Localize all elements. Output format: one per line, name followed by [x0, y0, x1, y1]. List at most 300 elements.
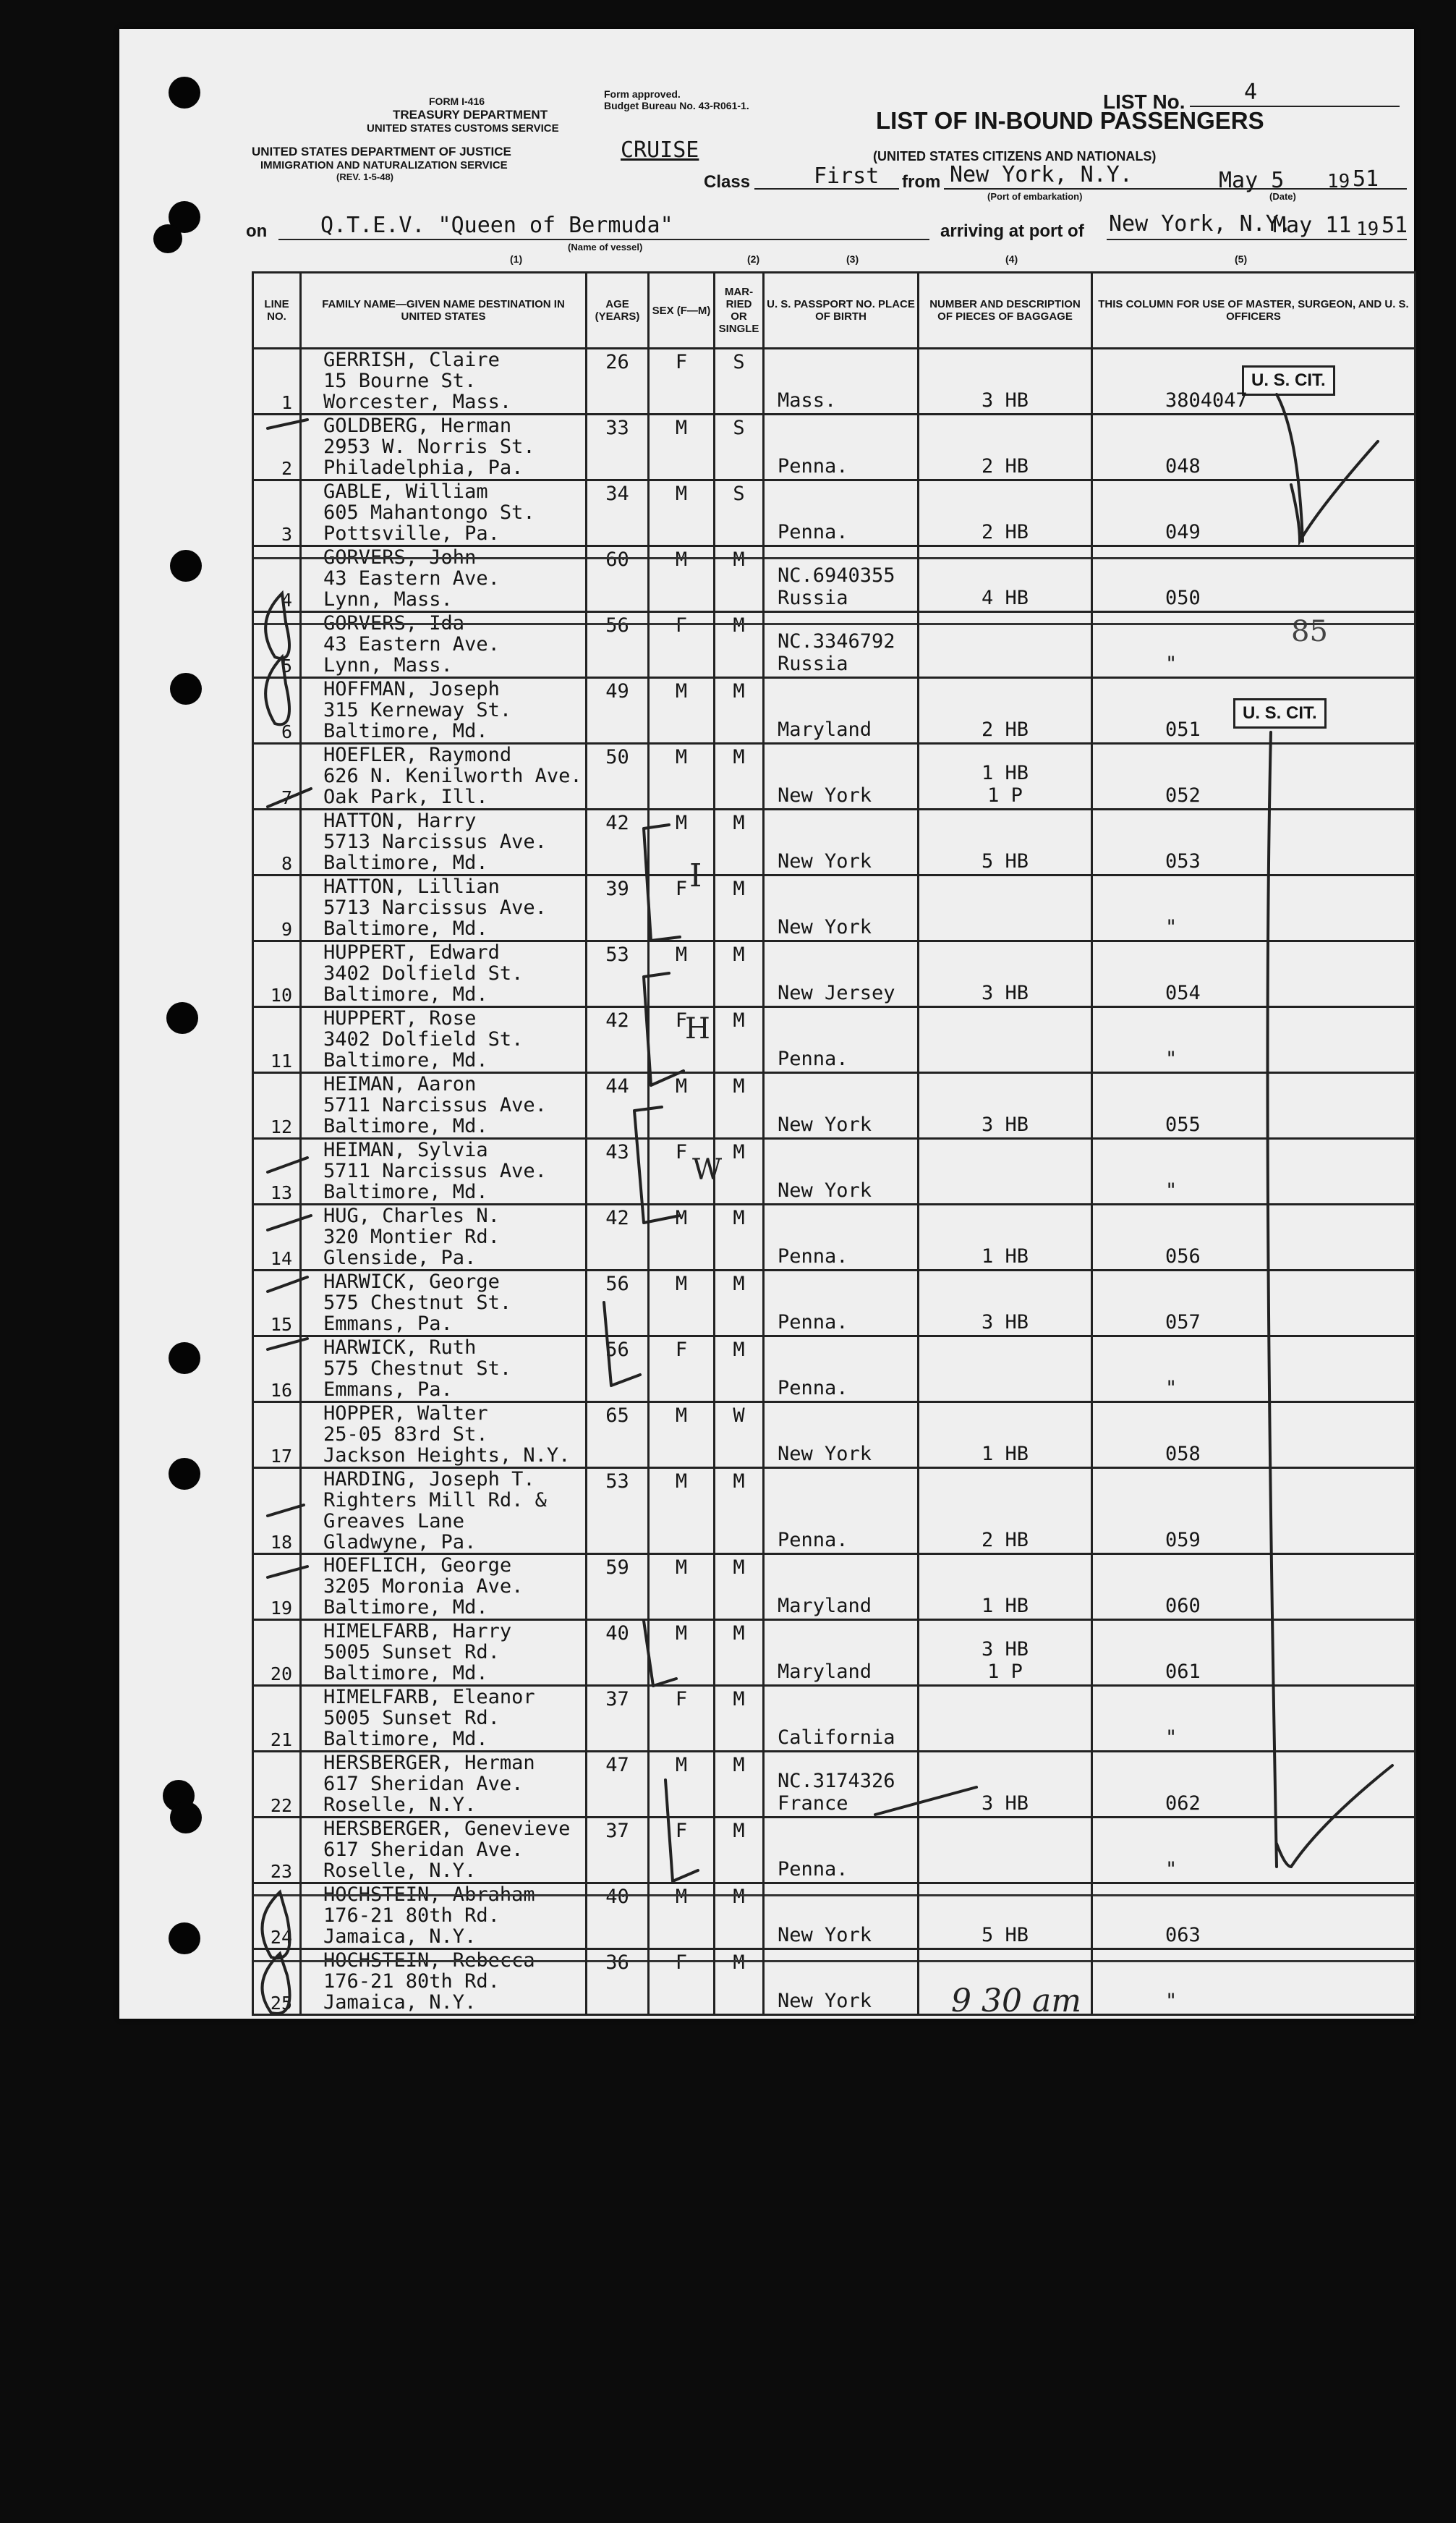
- passenger-name: GERRISH, Claire: [323, 349, 500, 371]
- passenger-name: HEIMAN, Aaron: [323, 1073, 477, 1095]
- place-of-birth: Mass.: [778, 389, 837, 412]
- address-line-1: 575 Chestnut St.: [323, 1292, 512, 1314]
- address-line-2: Baltimore, Md.: [323, 983, 488, 1006]
- baggage-pieces: 5 HB: [981, 1924, 1029, 1946]
- sex-cell: M: [649, 1554, 715, 1620]
- address-line-2: Roselle, N.Y.: [323, 1860, 477, 1882]
- age-cell: 56: [587, 612, 649, 678]
- col-header-sex: SEX (F—M): [649, 273, 715, 349]
- passenger-name: HATTON, Harry: [323, 810, 477, 832]
- column-number: (3): [846, 253, 859, 265]
- marital-cell: S: [715, 349, 764, 415]
- sex-cell: M: [649, 480, 715, 546]
- place-of-birth: Penna.: [778, 521, 848, 543]
- line-number: 11: [253, 1007, 301, 1073]
- address-line-2: Roselle, N.Y.: [323, 1794, 477, 1816]
- handwritten-initial-w: W: [692, 1153, 723, 1187]
- officer-cell: 056: [1092, 1205, 1415, 1271]
- list-number: 4: [1244, 80, 1258, 105]
- officer-cell: ": [1092, 1139, 1415, 1205]
- address-line-1: 5713 Narcissus Ave.: [323, 896, 547, 919]
- line-number: 3: [253, 480, 301, 546]
- baggage-pieces: 1 HB: [981, 1595, 1029, 1617]
- address-line-1: 626 N. Kenilworth Ave.: [323, 765, 582, 787]
- cruise-label: CRUISE: [621, 137, 699, 163]
- initial-bracket: [644, 973, 684, 1085]
- officer-cell: ": [1092, 1949, 1415, 2015]
- address-line-2: Baltimore, Md.: [323, 720, 488, 742]
- age-cell: 56: [587, 1271, 649, 1336]
- initial-bracket: [644, 825, 680, 941]
- marital-cell: M: [715, 744, 764, 810]
- sex-cell: M: [649, 1752, 715, 1818]
- age-cell: 33: [587, 415, 649, 480]
- us-citizen-stamp: U. S. CIT.: [1242, 365, 1335, 396]
- tick-mark: [268, 1505, 304, 1516]
- place-of-birth: New York: [778, 916, 872, 938]
- handwritten-time-note: 9 30 am: [951, 1983, 1081, 2019]
- officer-cell: ": [1092, 1686, 1415, 1752]
- baggage-pieces: 5 HB: [981, 850, 1029, 873]
- officer-cell: 055: [1092, 1073, 1415, 1139]
- age-cell: 34: [587, 480, 649, 546]
- form-revision: (REV. 1-5-48): [336, 171, 393, 182]
- address-line-1: 176-21 80th Rd.: [323, 1904, 500, 1927]
- officer-cell: 3804047: [1092, 349, 1415, 415]
- place-of-birth: Maryland: [778, 1661, 872, 1683]
- passenger-name: GORVERS, Ida: [323, 612, 465, 635]
- marital-cell: M: [715, 1752, 764, 1818]
- age-cell: 53: [587, 1468, 649, 1554]
- margin-circle: [263, 1954, 290, 2014]
- passenger-name: HOEFLICH, George: [323, 1554, 512, 1577]
- address-line-2: Lynn, Mass.: [323, 654, 453, 677]
- place-of-birth: New York: [778, 1114, 872, 1136]
- address-line-2: Baltimore, Md.: [323, 1596, 488, 1619]
- officer-cell: 063: [1092, 1883, 1415, 1949]
- initial-bracket: [604, 1302, 640, 1386]
- marital-cell: M: [715, 1271, 764, 1336]
- place-of-birth: Maryland: [778, 1595, 872, 1617]
- marital-cell: M: [715, 678, 764, 744]
- baggage-pieces: 1 HB: [981, 1443, 1029, 1465]
- marital-cell: M: [715, 1205, 764, 1271]
- marital-cell: M: [715, 1818, 764, 1883]
- passenger-name: HOEFLER, Raymond: [323, 744, 512, 766]
- tick-mark: [268, 1158, 307, 1172]
- marital-cell: M: [715, 1686, 764, 1752]
- form-number: FORM I-416: [429, 96, 485, 107]
- class-value: First: [814, 164, 880, 189]
- address-line-2: Baltimore, Md.: [323, 1181, 488, 1203]
- address-line-2: Gladwyne, Pa.: [323, 1531, 477, 1553]
- age-cell: 56: [587, 1336, 649, 1402]
- address-line-1: 43 Eastern Ave.: [323, 567, 500, 590]
- sex-cell: F: [649, 1818, 715, 1883]
- line-number: 10: [253, 941, 301, 1007]
- place-of-birth: Russia: [778, 587, 848, 609]
- age-cell: 36: [587, 1949, 649, 2015]
- address-line-2: Baltimore, Md.: [323, 917, 488, 940]
- address-line-1: 3402 Dolfield St.: [323, 962, 524, 985]
- place-of-birth: Penna.: [778, 1858, 848, 1880]
- place-of-birth: New York: [778, 1990, 872, 2012]
- address-line-1: 2953 W. Norris St.: [323, 436, 535, 458]
- from-label: from: [902, 172, 941, 192]
- address-line-2: Baltimore, Md.: [323, 1728, 488, 1750]
- baggage-pieces: 4 HB: [981, 587, 1029, 609]
- from-date: May 5: [1219, 168, 1285, 193]
- line-number: 23: [253, 1818, 301, 1883]
- line-number: 1: [253, 349, 301, 415]
- passenger-name: HUPPERT, Edward: [323, 941, 500, 964]
- baggage-pieces: 3 HB: [981, 389, 1029, 412]
- immigration-service: IMMIGRATION AND NATURALIZATION SERVICE: [260, 159, 508, 171]
- place-of-birth: Penna.: [778, 1048, 848, 1070]
- address-line-2: Jamaica, N.Y.: [323, 1925, 477, 1948]
- line-number: 16: [253, 1336, 301, 1402]
- sex-cell: M: [649, 415, 715, 480]
- passenger-name: HERSBERGER, Herman: [323, 1752, 535, 1774]
- age-cell: 26: [587, 349, 649, 415]
- col-header-age: AGE (YEARS): [587, 273, 649, 349]
- address-line-2: Philadelphia, Pa.: [323, 457, 524, 479]
- col-header-officers: THIS COLUMN FOR USE OF MASTER, SURGEON, AND U. S. OFFICERS: [1092, 273, 1415, 349]
- sex-cell: F: [649, 875, 715, 941]
- age-cell: 49: [587, 678, 649, 744]
- baggage-pieces: 2 HB: [981, 521, 1029, 543]
- address-line-1: Righters Mill Rd. & Greaves Lane: [323, 1489, 547, 1532]
- age-cell: 37: [587, 1818, 649, 1883]
- place-of-birth: New York: [778, 850, 872, 873]
- marital-cell: M: [715, 1073, 764, 1139]
- column-number: (2): [747, 253, 760, 265]
- sex-cell: F: [649, 1139, 715, 1205]
- arrival-date: May 11: [1273, 213, 1352, 238]
- line-number: 4: [253, 546, 301, 612]
- address-line-2: Lynn, Mass.: [323, 588, 453, 611]
- passport-number: NC.6940355: [778, 564, 895, 587]
- passenger-name: HOCHSTEIN, Rebecca: [323, 1949, 535, 1972]
- line-number: 19: [253, 1554, 301, 1620]
- place-of-birth: New York: [778, 1443, 872, 1465]
- column-number: (4): [1005, 253, 1018, 265]
- line-number: 25: [253, 1949, 301, 2015]
- line-number: 14: [253, 1205, 301, 1271]
- address-line-2: Glenside, Pa.: [323, 1247, 477, 1269]
- address-line-2: Baltimore, Md.: [323, 1115, 488, 1137]
- sex-cell: F: [649, 1336, 715, 1402]
- officer-cell: 054: [1092, 941, 1415, 1007]
- us-citizen-stamp: U. S. CIT.: [1233, 698, 1327, 729]
- passenger-name: GABLE, William: [323, 480, 488, 503]
- place-of-birth: Penna.: [778, 455, 848, 478]
- place-of-birth: Maryland: [778, 718, 872, 741]
- address-line-1: 3402 Dolfield St.: [323, 1028, 524, 1051]
- sex-cell: M: [649, 941, 715, 1007]
- age-cell: 60: [587, 546, 649, 612]
- passenger-name: HOCHSTEIN, Abraham: [323, 1883, 535, 1906]
- line-number: 22: [253, 1752, 301, 1818]
- marital-cell: M: [715, 1336, 764, 1402]
- marital-cell: M: [715, 612, 764, 678]
- address-line-2: Baltimore, Md.: [323, 1662, 488, 1684]
- officer-cell: 051: [1092, 678, 1415, 744]
- handwritten-initial-h: H: [685, 1012, 710, 1046]
- sex-cell: M: [649, 1620, 715, 1686]
- initial-bracket: [665, 1780, 698, 1881]
- customs-service: UNITED STATES CUSTOMS SERVICE: [367, 122, 559, 135]
- place-of-birth: New York: [778, 784, 872, 807]
- address-line-2: Pottsville, Pa.: [323, 522, 500, 545]
- manifest-page: [119, 29, 1414, 2019]
- passport-number: NC.3174326: [778, 1770, 895, 1792]
- form-approved: Form approved.: [604, 88, 681, 100]
- age-cell: 40: [587, 1883, 649, 1949]
- document-subtitle: (UNITED STATES CITIZENS AND NATIONALS): [873, 149, 1157, 164]
- check-mark: [1291, 441, 1378, 541]
- place-of-birth: New Jersey: [778, 982, 895, 1004]
- address-line-1: 5711 Narcissus Ave.: [323, 1160, 547, 1182]
- col-header-married: MAR-RIED OR SINGLE: [715, 273, 764, 349]
- list-no-label: LIST No.: [1103, 90, 1185, 113]
- tick-mark: [268, 1216, 311, 1230]
- line-number: 12: [253, 1073, 301, 1139]
- margin-number: 85: [1291, 615, 1328, 648]
- place-of-birth: California: [778, 1726, 895, 1749]
- check-mark: [1277, 1765, 1392, 1867]
- from-port: New York, N.Y.: [950, 162, 1133, 187]
- passenger-name: HEIMAN, Sylvia: [323, 1139, 488, 1161]
- officer-cell: ": [1092, 1336, 1415, 1402]
- column-number: (5): [1235, 253, 1248, 265]
- officer-cell: 059: [1092, 1468, 1415, 1554]
- passenger-name: HARWICK, Ruth: [323, 1336, 477, 1359]
- marital-cell: S: [715, 480, 764, 546]
- address-line-2: Emmans, Pa.: [323, 1378, 453, 1401]
- line-number: 24: [253, 1883, 301, 1949]
- margin-circle: [265, 593, 289, 658]
- tick-mark: [268, 1566, 307, 1577]
- line-number: 7: [253, 744, 301, 810]
- passenger-name: HIMELFARB, Harry: [323, 1620, 512, 1642]
- marital-cell: S: [715, 415, 764, 480]
- sex-cell: M: [649, 1883, 715, 1949]
- officer-cell: 060: [1092, 1554, 1415, 1620]
- officer-cell: 053: [1092, 810, 1415, 875]
- sex-cell: M: [649, 744, 715, 810]
- address-line-1: 575 Chestnut St.: [323, 1357, 512, 1380]
- place-of-birth: New York: [778, 1924, 872, 1946]
- age-cell: 43: [587, 1139, 649, 1205]
- address-line-1: 5005 Sunset Rd.: [323, 1641, 500, 1663]
- passenger-name: HUPPERT, Rose: [323, 1007, 477, 1030]
- place-of-birth: Russia: [778, 653, 848, 675]
- baggage-pieces: 3 HB: [981, 1114, 1029, 1136]
- passenger-name: HOPPER, Walter: [323, 1402, 488, 1425]
- passenger-name: HARDING, Joseph T.: [323, 1468, 535, 1491]
- address-line-1: 5713 Narcissus Ave.: [323, 831, 547, 853]
- age-cell: 44: [587, 1073, 649, 1139]
- address-line-1: 617 Sheridan Ave.: [323, 1773, 524, 1795]
- col-header-line-no: LINE NO.: [253, 273, 301, 349]
- line-number: 2: [253, 415, 301, 480]
- age-cell: 40: [587, 1620, 649, 1686]
- tick-mark: [268, 1277, 307, 1292]
- marital-cell: M: [715, 1554, 764, 1620]
- address-line-1: 617 Sheridan Ave.: [323, 1839, 524, 1861]
- vessel-name: Q.T.E.V. "Queen of Bermuda": [320, 213, 673, 238]
- marital-cell: M: [715, 875, 764, 941]
- passenger-name: HARWICK, George: [323, 1271, 500, 1293]
- officer-cell: 052: [1092, 744, 1415, 810]
- passenger-name: HIMELFARB, Eleanor: [323, 1686, 535, 1708]
- address-line-1: 43 Eastern Ave.: [323, 633, 500, 656]
- line-number: 6: [253, 678, 301, 744]
- baggage-pieces: 2 HB: [981, 718, 1029, 741]
- age-cell: 65: [587, 1402, 649, 1468]
- officer-cell: ": [1092, 875, 1415, 941]
- address-line-1: 3205 Moronia Ave.: [323, 1575, 524, 1598]
- address-line-2: Baltimore, Md.: [323, 852, 488, 874]
- baggage-pieces-2: 1 P: [987, 784, 1023, 807]
- marital-cell: M: [715, 1468, 764, 1554]
- sex-cell: F: [649, 349, 715, 415]
- officer-cell: 048: [1092, 415, 1415, 480]
- sex-cell: F: [649, 1949, 715, 2015]
- address-line-1: 315 Kerneway St.: [323, 699, 512, 721]
- marital-cell: M: [715, 546, 764, 612]
- address-line-1: 5711 Narcissus Ave.: [323, 1094, 547, 1116]
- line-number: 15: [253, 1271, 301, 1336]
- sex-cell: M: [649, 1468, 715, 1554]
- address-line-2: Oak Park, Ill.: [323, 786, 488, 808]
- age-cell: 50: [587, 744, 649, 810]
- line-number: 9: [253, 875, 301, 941]
- port-embarkation-note: (Port of embarkation): [987, 191, 1083, 202]
- address-line-1: 25-05 83rd St.: [323, 1423, 488, 1446]
- marital-cell: M: [715, 1007, 764, 1073]
- sex-cell: M: [649, 1402, 715, 1468]
- passenger-name: GOLDBERG, Herman: [323, 415, 512, 437]
- baggage-pieces: 2 HB: [981, 455, 1029, 478]
- place-of-birth: Penna.: [778, 1311, 848, 1333]
- passenger-name: GORVERS, John: [323, 546, 477, 569]
- arrival-year-prefix: 19: [1356, 219, 1379, 240]
- age-cell: 59: [587, 1554, 649, 1620]
- margin-circle: [263, 1892, 290, 1958]
- baggage-pieces-2: 1 P: [987, 1661, 1023, 1683]
- sex-cell: M: [649, 810, 715, 875]
- officer-cell: 062: [1092, 1752, 1415, 1818]
- baggage-pieces: 3 HB: [981, 1638, 1029, 1661]
- baggage-pieces: 3 HB: [981, 982, 1029, 1004]
- age-cell: 39: [587, 875, 649, 941]
- address-line-2: Worcester, Mass.: [323, 391, 512, 413]
- sex-cell: M: [649, 546, 715, 612]
- bracket-line: [1268, 732, 1277, 1867]
- budget-bureau: Budget Bureau No. 43-R061-1.: [604, 100, 749, 111]
- arriving-label: arriving at port of: [940, 221, 1084, 241]
- from-year-prefix: 19: [1327, 171, 1350, 192]
- tick-mark: [268, 789, 311, 807]
- marital-cell: M: [715, 1883, 764, 1949]
- officer-cell: ": [1092, 1818, 1415, 1883]
- document-title: LIST OF IN-BOUND PASSENGERS: [876, 107, 1264, 134]
- vessel-note: (Name of vessel): [568, 242, 643, 253]
- age-cell: 37: [587, 1686, 649, 1752]
- officer-cell: 050: [1092, 546, 1415, 612]
- marital-cell: W: [715, 1402, 764, 1468]
- address-line-2: Jackson Heights, N.Y.: [323, 1444, 571, 1467]
- address-line-1: 176-21 80th Rd.: [323, 1970, 500, 1993]
- line-number: 18: [253, 1468, 301, 1554]
- place-of-birth: Penna.: [778, 1529, 848, 1551]
- passenger-name: HERSBERGER, Genevieve: [323, 1818, 571, 1840]
- marital-cell: M: [715, 1949, 764, 2015]
- officer-cell: 057: [1092, 1271, 1415, 1336]
- place-of-birth: Penna.: [778, 1377, 848, 1399]
- column-number: (1): [510, 253, 523, 265]
- sex-cell: M: [649, 1205, 715, 1271]
- marital-cell: M: [715, 810, 764, 875]
- baggage-pieces: 3 HB: [981, 1311, 1029, 1333]
- marital-cell: M: [715, 1139, 764, 1205]
- initial-bracket: [634, 1107, 680, 1223]
- treasury-department: TREASURY DEPARTMENT: [393, 108, 548, 122]
- line-number: 20: [253, 1620, 301, 1686]
- line-number: 8: [253, 810, 301, 875]
- officer-cell: ": [1092, 1007, 1415, 1073]
- baggage-pieces: 1 HB: [981, 762, 1029, 784]
- passport-strike: [875, 1787, 976, 1815]
- age-cell: 42: [587, 1007, 649, 1073]
- col-header-name: FAMILY NAME—GIVEN NAME DESTINATION IN UNITED STATES: [301, 273, 587, 349]
- sex-cell: F: [649, 1007, 715, 1073]
- officer-cell: 061: [1092, 1620, 1415, 1686]
- marital-cell: M: [715, 1620, 764, 1686]
- tick-mark: [268, 1339, 307, 1349]
- address-line-2: Baltimore, Md.: [323, 1049, 488, 1072]
- passenger-name: HUG, Charles N.: [323, 1205, 500, 1227]
- address-line-2: Emmans, Pa.: [323, 1313, 453, 1335]
- line-number: 17: [253, 1402, 301, 1468]
- arrival-year: 51: [1382, 213, 1408, 238]
- age-cell: 53: [587, 941, 649, 1007]
- baggage-pieces: 2 HB: [981, 1529, 1029, 1551]
- sex-cell: M: [649, 1073, 715, 1139]
- col-header-passport: U. S. PASSPORT NO. PLACE OF BIRTH: [764, 273, 919, 349]
- date-note: (Date): [1269, 191, 1296, 202]
- place-of-birth: Penna.: [778, 1245, 848, 1268]
- officer-cell: 049: [1092, 480, 1415, 546]
- passenger-name: HATTON, Lillian: [323, 875, 500, 898]
- address-line-1: 605 Mahantongo St.: [323, 501, 535, 524]
- age-cell: 47: [587, 1752, 649, 1818]
- line-number: 5: [253, 612, 301, 678]
- col-header-baggage: NUMBER AND DESCRIPTION OF PIECES OF BAGGAGE: [919, 273, 1092, 349]
- place-of-birth: France: [778, 1792, 848, 1815]
- address-line-2: Jamaica, N.Y.: [323, 1991, 477, 2014]
- officer-cell: 058: [1092, 1402, 1415, 1468]
- address-line-1: 320 Montier Rd.: [323, 1226, 500, 1248]
- sex-cell: F: [649, 612, 715, 678]
- sex-cell: F: [649, 1686, 715, 1752]
- initial-bracket: [644, 1621, 676, 1686]
- from-year: 51: [1353, 166, 1379, 192]
- department-of-justice: UNITED STATES DEPARTMENT OF JUSTICE: [252, 145, 511, 158]
- passport-number: NC.3346792: [778, 630, 895, 653]
